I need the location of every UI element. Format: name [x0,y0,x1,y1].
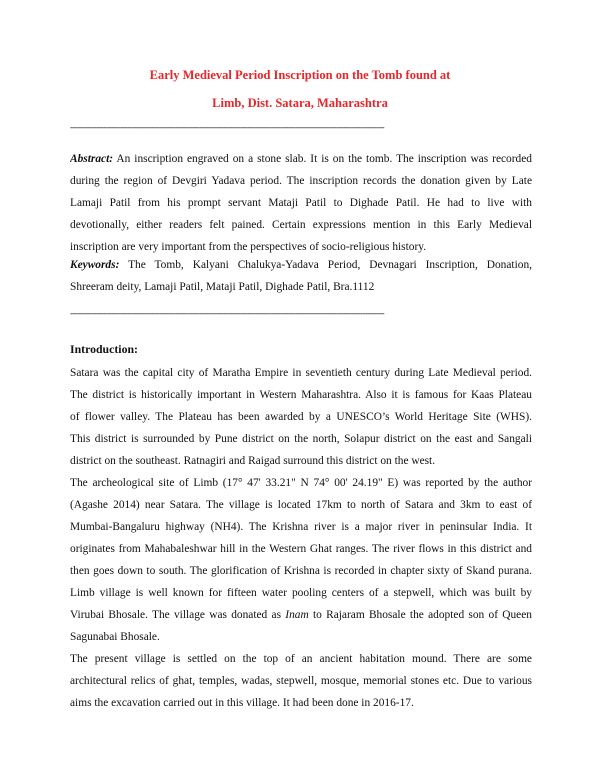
inam-term: Inam [285,609,309,621]
keywords-label: Keywords: [70,259,120,271]
body-line: aims the excavation carried out in this village. It had been done in 2016-17. [70,697,414,709]
separator-top: ----------------------------------------------------------------------------------------------------------------------------------- [70,122,385,132]
body-line: This district is surrounded by Pune district on the north, Solapur district on the east and Sangali [70,433,532,445]
body-line: of flower valley. The Plateau has been awarded by a UNESCO’s World Heritage Site (WHS). [70,411,532,423]
body-line: Sagunabai Bhosale. [70,631,160,643]
body-line: originates from Mahabaleshwar hill in the Western Ghat ranges. The river flows in this district and [70,543,532,555]
body-line: Limb village is well known for fifteen water pooling centers of a stepwell, which was built by [70,587,532,599]
keywords-line: The Tomb, Kalyani Chalukya-Yadava Period, Devnagari Inscription, Donation, [119,259,532,271]
body-line: to Rajaram Bhosale the adopted son of Queen [308,609,532,621]
abstract-line: during the region of Devgiri Yadava period. The inscription records the donation given by Late [70,175,532,187]
introduction-heading: Introduction: [70,342,138,356]
abstract-line: Lamaji Patil from his prompt servant Mataji Patil to Dighade Patil. He had to live with [70,197,532,209]
separator-bottom: ----------------------------------------------------------------------------------------------------------------------------------- [70,308,385,318]
body-line: district on the southeast. Ratnagiri and Raigad surround this district on the west. [70,455,436,467]
keywords-line: Shreeram deity, Lamaji Patil, Mataji Patil, Dighade Patil, Bra.1112 [70,281,375,293]
abstract-line: An inscription engraved on a stone slab. It is on the tomb. The inscription was recorded [113,153,532,165]
body-line: (Agashe 2014) near Satara. The village is located 17km to north of Satara and 3km to east of [70,499,532,511]
paper-title-line-1: Early Medieval Period Inscription on the Tomb found at [149,68,451,82]
body-line: Satara was the capital city of Maratha Empire in seventieth century during Late Medieval period. [70,367,532,379]
body-line: The archeological site of Limb (17° 47' 33.21" N 74° 00' 24.19" E) was reported by the author [70,477,532,489]
introduction-body [70,362,532,714]
abstract-label: Abstract: [70,153,114,165]
body-line: The present village is settled on the top of an ancient habitation mound. There are some [70,653,532,665]
abstract-block [70,148,532,258]
body-line: Virubai Bhosale. The village was donated as [70,609,286,621]
abstract-line: inscription are very important from the perspectives of socio-religious history. [70,241,427,253]
keywords-block [70,254,532,298]
body-line: then goes down to south. The glorification of Krishna is recorded in chapter sixty of Skand purana. [70,565,532,577]
body-line: Mumbai-Bangaluru highway (NH4). The Krishna river is a major river in peninsular India. It [70,521,532,533]
paper-title-line-2: Limb, Dist. Satara, Maharashtra [212,96,388,110]
abstract-line: devotionally, either readers felt pained. Certain expressions mention in this Early Medieval [70,219,532,231]
body-line: architectural relics of ghat, temples, wadas, stepwell, mosque, memorial stones etc. Due to various [70,675,532,687]
body-line: The district is historically important in Western Maharashtra. Also it is famous for Kaas Plateau [70,389,532,401]
